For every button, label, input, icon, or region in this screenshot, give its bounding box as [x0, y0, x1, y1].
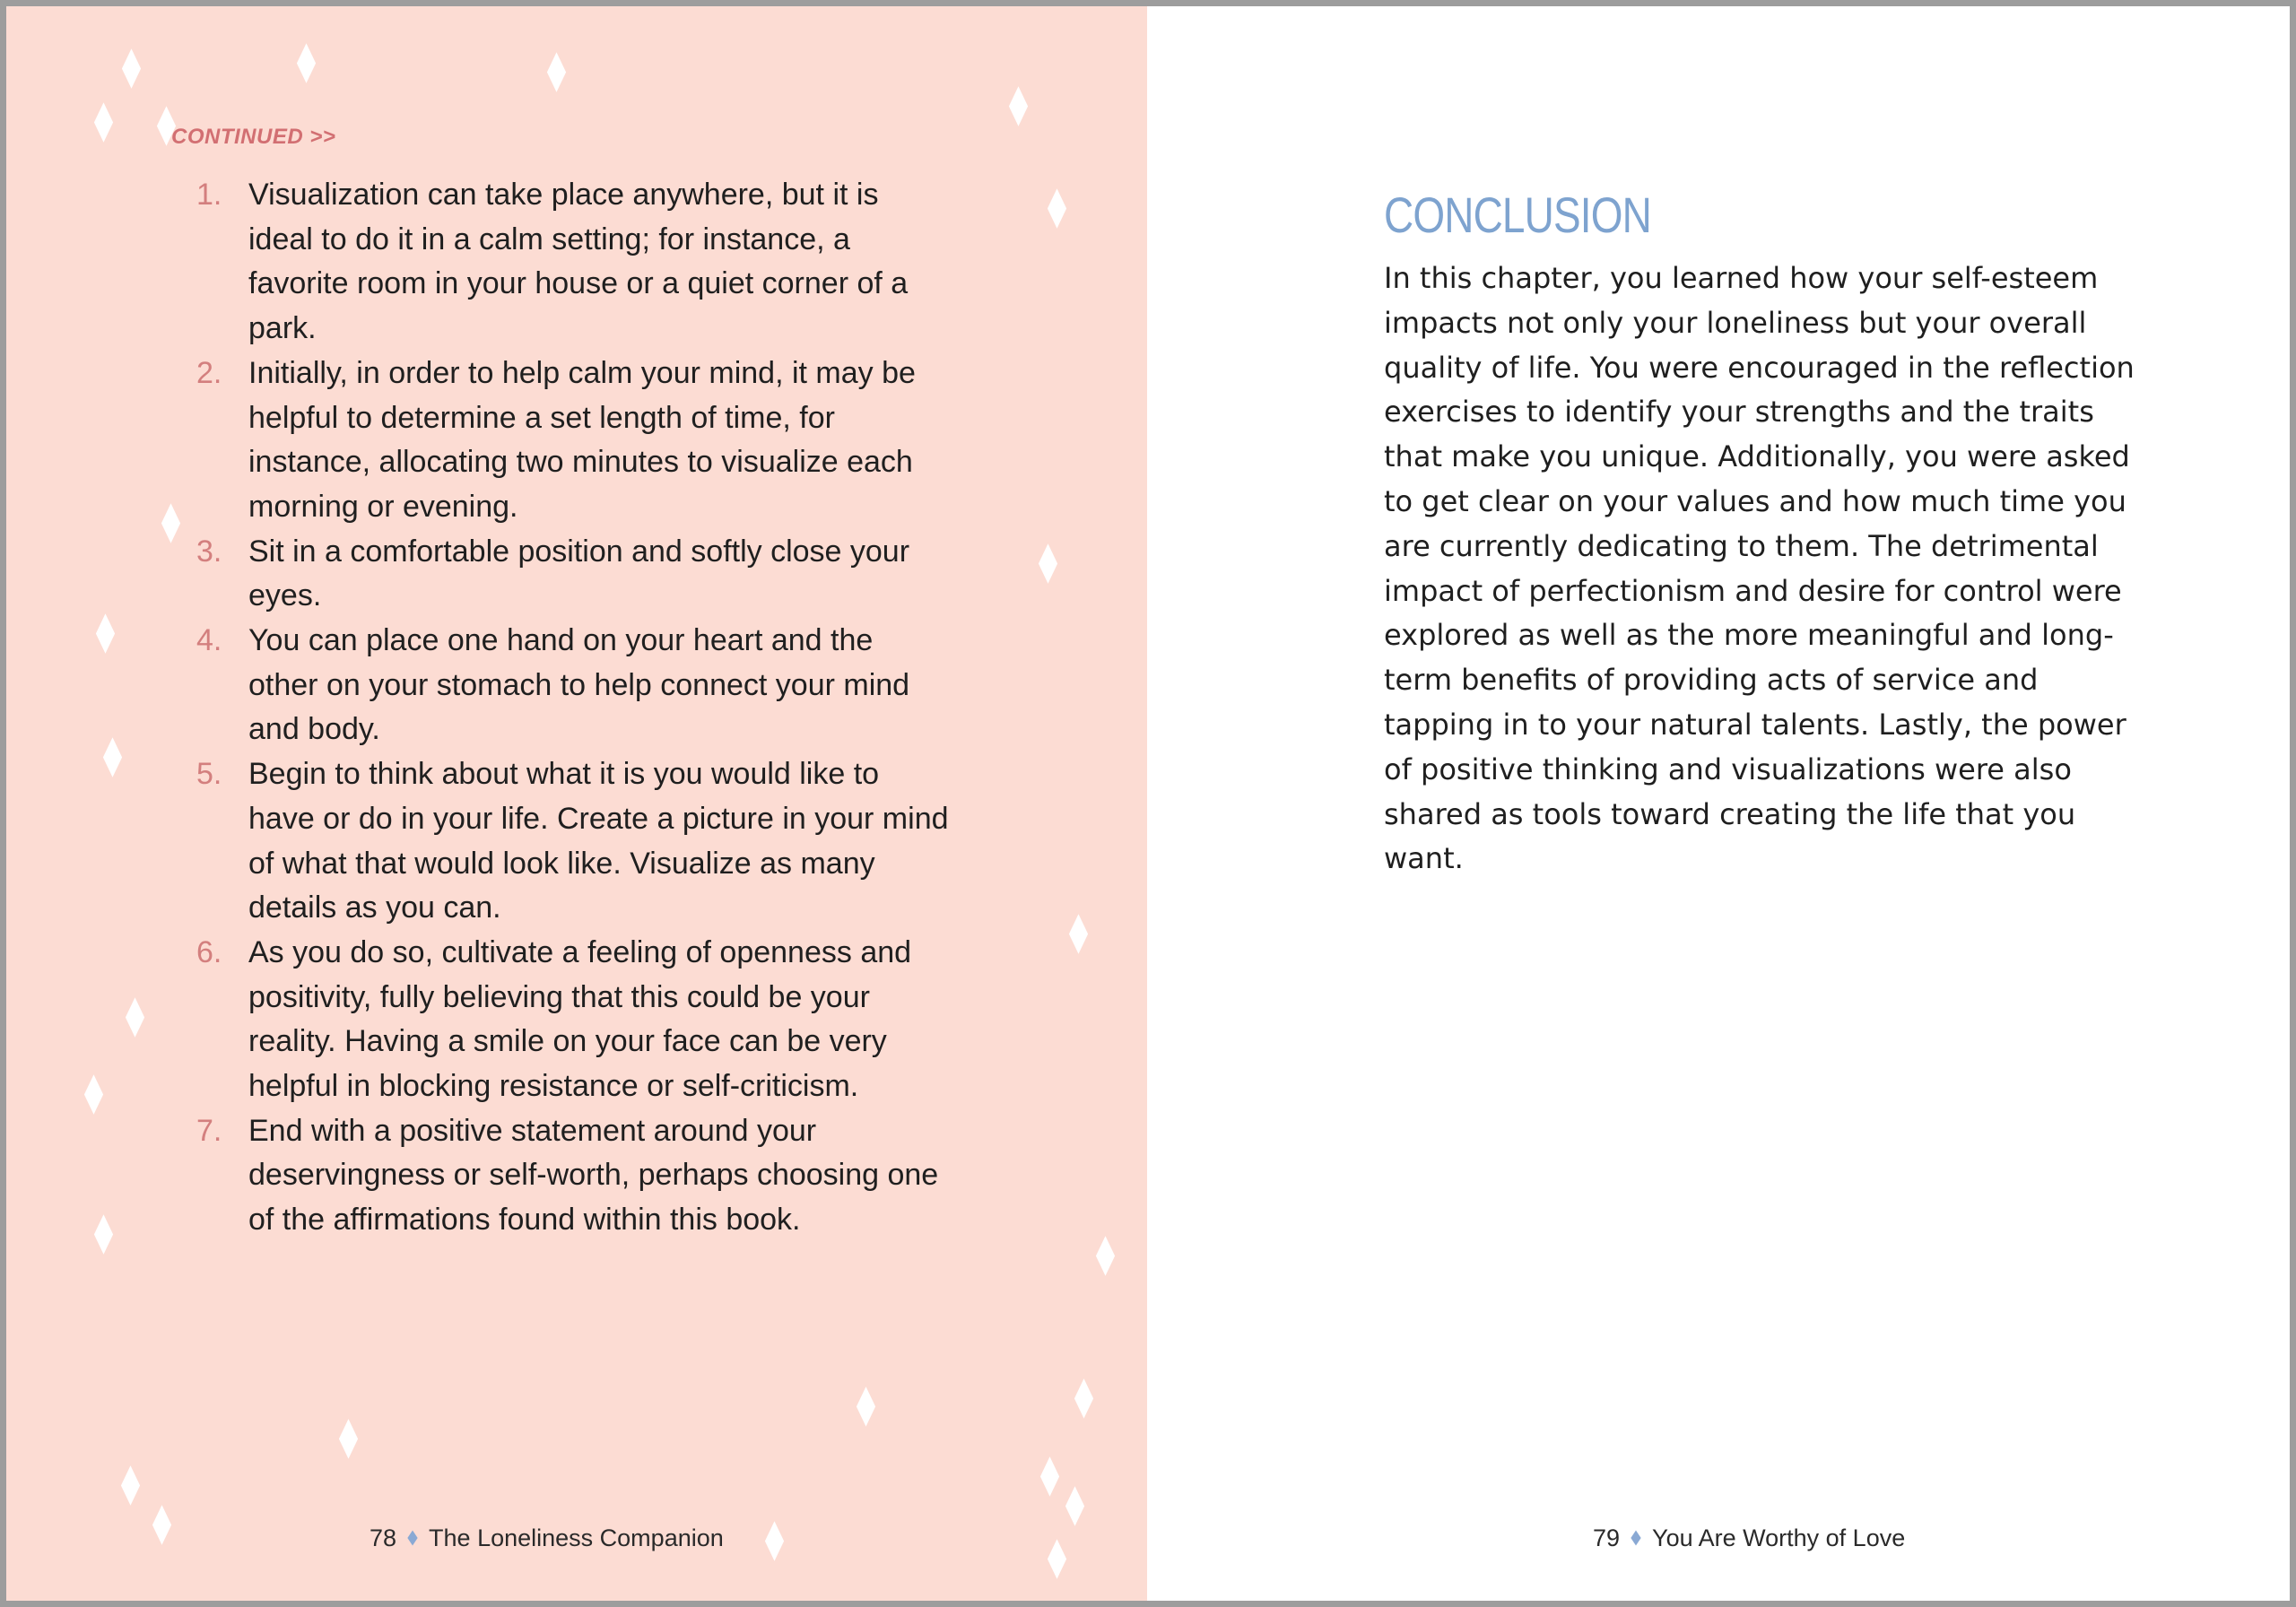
diamond-icon [857, 1386, 875, 1427]
list-item [196, 1109, 950, 1243]
page-number: 78 [370, 1524, 397, 1551]
running-title: You Are Worthy of Love [1652, 1524, 1906, 1551]
step-text: End with a positive statement around your deservingness or self-worth, perhaps choosing one of the affirmations found within this book. [248, 1113, 939, 1238]
diamond-icon [1065, 1486, 1084, 1526]
visualization-steps-list [196, 173, 950, 1243]
diamond-icon [121, 1465, 140, 1506]
step-number: 2. [196, 355, 222, 390]
diamond-icon [96, 613, 115, 654]
page-number: 79 [1593, 1524, 1621, 1551]
right-page-footer [1593, 1524, 1905, 1552]
step-number: 4. [196, 623, 222, 658]
step-text: You can place one hand on your heart and the other on your stomach to help connect your mind and body. [248, 623, 910, 747]
list-item [196, 752, 950, 931]
left-page-footer [370, 1524, 724, 1552]
diamond-icon [1039, 543, 1057, 584]
diamond-icon [84, 1074, 103, 1115]
diamond-bullet-icon [407, 1531, 417, 1546]
running-title: The Loneliness Companion [429, 1524, 724, 1551]
diamond-icon [94, 102, 113, 143]
list-item [196, 530, 950, 619]
diamond-icon [1009, 86, 1028, 126]
diamond-icon [547, 52, 566, 92]
continued-label: CONTINUED >> [171, 125, 336, 149]
step-text: Sit in a comfortable position and softly close your eyes. [248, 534, 910, 613]
diamond-icon [122, 48, 141, 89]
step-number: 6. [196, 934, 222, 969]
diamond-icon [765, 1521, 784, 1561]
diamond-icon [103, 737, 122, 777]
diamond-icon [94, 1214, 113, 1255]
step-number: 5. [196, 757, 222, 792]
list-item [196, 619, 950, 752]
diamond-icon [126, 997, 144, 1038]
step-number: 3. [196, 534, 222, 569]
diamond-icon [1040, 1456, 1059, 1497]
step-number: 1. [196, 178, 222, 212]
diamond-icon [1069, 914, 1088, 954]
diamond-bullet-icon [1631, 1531, 1640, 1546]
step-text: Begin to think about what it is you would like to have or do in your life. Create a picture in your mind of what that would look like. Visualize as many details as you can. [248, 757, 949, 925]
step-text: Initially, in order to help calm your mind, it may be helpful to determine a set length of time, for instance, allocating two minutes to visualize each morning or evening. [248, 355, 916, 524]
diamond-icon [339, 1419, 358, 1459]
diamond-icon [1048, 188, 1066, 229]
diamond-icon [1074, 1378, 1093, 1419]
step-text: As you do so, cultivate a feeling of openness and positivity, fully believing that this could be your reality. Having a smile on your face can be very helpful in blocking resistance or self-criticism. [248, 934, 912, 1104]
conclusion-paragraph: In this chapter, you learned how your self-esteem impacts not only your loneliness but your overall quality of life. You were encouraged in the reflection exercises to identify your strengths and the traits that make you unique. Additionally, you were asked to get clear on your values and how much time you are currently dedicating to them. The detrimental impact of perfectionism and desire for control were explored as well as the more meaningful and long-term benefits of providing acts of service and tapping in to your natural talents. Lastly, the power of positive thinking and visualizations were also shared as tools toward creating the life that you want. [1384, 261, 2135, 876]
diamond-icon [152, 1505, 171, 1545]
left-page [6, 6, 1147, 1601]
step-text: Visualization can take place anywhere, but it is ideal to do it in a calm setting; for instance, a favorite room in your house or a quiet corner of a park. [248, 178, 909, 346]
diamond-icon [161, 503, 180, 543]
diamond-icon [1048, 1539, 1066, 1579]
section-heading: CONCLUSION [1384, 187, 1651, 243]
list-item [196, 931, 950, 1109]
right-page [1147, 6, 2290, 1601]
step-number: 7. [196, 1113, 222, 1148]
diamond-icon [1096, 1236, 1115, 1276]
list-item [196, 173, 950, 352]
list-item [196, 352, 950, 530]
diamond-icon [297, 43, 316, 83]
